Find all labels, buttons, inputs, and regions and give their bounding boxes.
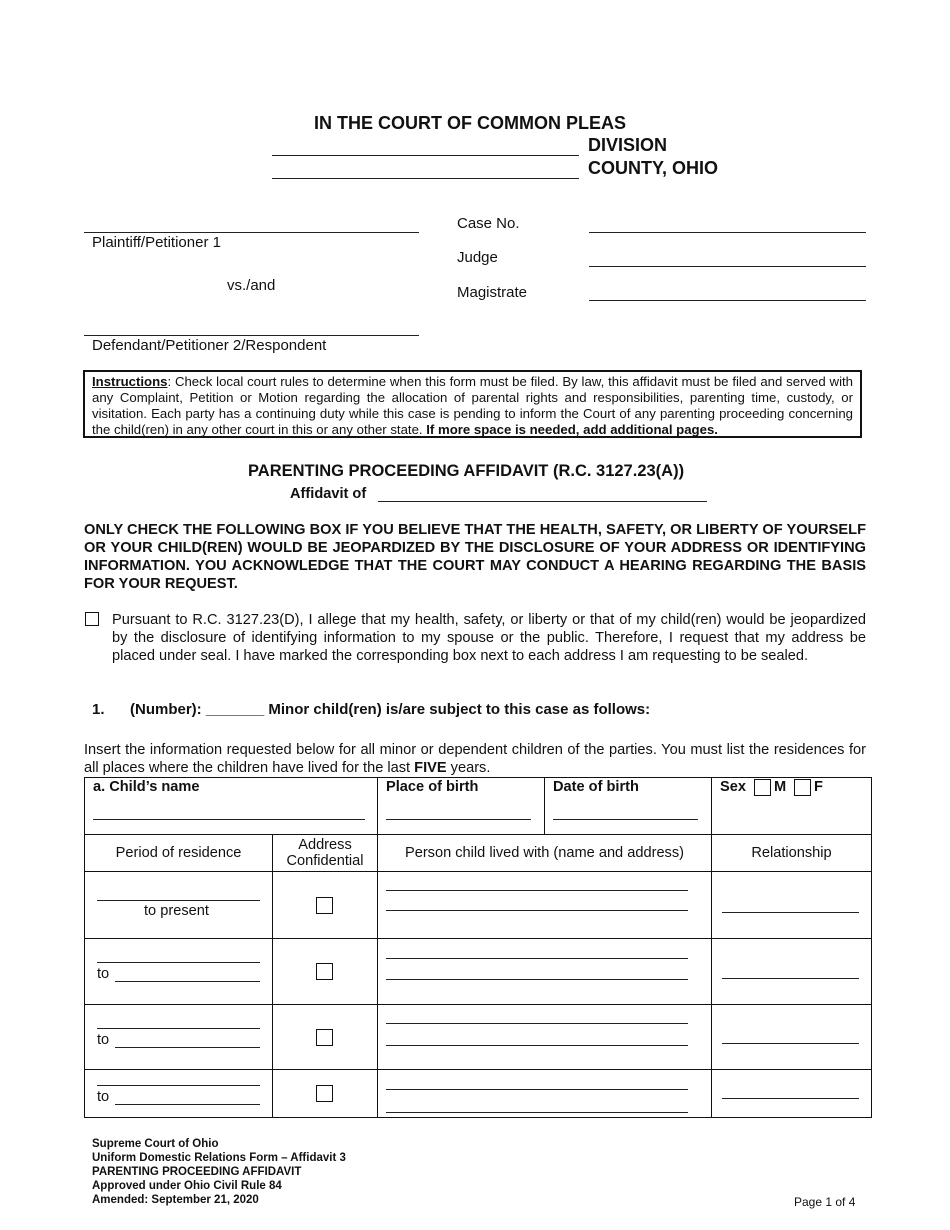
item1 xyxy=(92,701,650,718)
child-info-row xyxy=(85,778,872,835)
residence-header-row xyxy=(85,835,872,872)
plaintiff-field[interactable] xyxy=(84,232,419,233)
affidavit-of-field[interactable] xyxy=(378,501,707,502)
person-cell xyxy=(378,1070,712,1118)
defendant-field[interactable] xyxy=(84,335,419,336)
footer-line-2: Uniform Domestic Relations Form – Affidavit 3 xyxy=(92,1152,346,1164)
defendant-label: Defendant/Petitioner 2/Respondent xyxy=(92,337,327,354)
person-address-field[interactable] xyxy=(386,979,688,980)
instructions-text: : Check local court rules to determine when this form must be filed. By law, this affidavit must be filed and served with any Complaint, Petition or Motion regarding the allocation of parental rights and responsibilities, parenting time, custody, or visitation. Each party has a continuing duty while this case is pending to inform the Court of any parenting proceeding concerning the child(ren) in any other court in this or any other state. xyxy=(92,374,853,437)
child-name-field[interactable] xyxy=(93,819,365,820)
period-cell xyxy=(85,872,273,939)
sex-f-label: F xyxy=(814,779,823,795)
affidavit-title: PARENTING PROCEEDING AFFIDAVIT (R.C. 3127.23(A)) xyxy=(248,462,685,480)
child-name-cell xyxy=(85,778,378,835)
relationship-header: Relationship xyxy=(712,835,872,872)
relationship-cell xyxy=(712,1005,872,1070)
period-to-field[interactable] xyxy=(115,1104,260,1105)
period-from-field[interactable] xyxy=(97,1028,260,1029)
address-confidential-checkbox[interactable] xyxy=(316,897,333,914)
period-to-field[interactable] xyxy=(115,1047,260,1048)
date-of-birth-field[interactable] xyxy=(553,819,698,820)
to-present-label: to present xyxy=(144,903,209,919)
case-no-label: Case No. xyxy=(457,215,520,232)
magistrate-label: Magistrate xyxy=(457,284,528,301)
relationship-field[interactable] xyxy=(722,978,859,979)
instructions-box xyxy=(83,370,862,438)
person-address-field[interactable] xyxy=(386,910,688,911)
person-lived-with-header: Person child lived with (name and address) xyxy=(378,835,712,872)
to-label: to xyxy=(97,1089,110,1105)
residence-row xyxy=(85,872,872,939)
item1-text: (Number): _______ Minor child(ren) is/are subject to this case as follows: xyxy=(130,701,651,718)
person-name-field[interactable] xyxy=(386,1089,688,1090)
to-label: to xyxy=(97,966,110,982)
relationship-cell xyxy=(712,1070,872,1118)
instructions-heading: Instructions xyxy=(92,374,168,389)
sex-label: Sex xyxy=(720,779,746,795)
period-from-field[interactable] xyxy=(97,962,260,963)
person-cell xyxy=(378,939,712,1005)
residence-row xyxy=(85,939,872,1005)
footer-line-3: PARENTING PROCEEDING AFFIDAVIT xyxy=(92,1166,302,1178)
confidential-cell xyxy=(273,939,378,1005)
person-address-field[interactable] xyxy=(386,1112,688,1113)
seal-address-checkbox[interactable] xyxy=(85,612,99,626)
relationship-cell xyxy=(712,939,872,1005)
person-address-field[interactable] xyxy=(386,1045,688,1046)
period-from-field[interactable] xyxy=(97,1085,260,1086)
relationship-cell xyxy=(712,872,872,939)
instructions-bold-tail: If more space is needed, add additional pages. xyxy=(426,422,718,437)
insert-instructions xyxy=(84,741,866,777)
court-title: IN THE COURT OF COMMON PLEAS xyxy=(314,113,626,133)
insert-tail: years. xyxy=(446,760,491,776)
sex-m-label: M xyxy=(774,779,787,795)
period-from-field[interactable] xyxy=(97,900,260,901)
address-confidential-header: Address Confidential xyxy=(273,835,378,872)
date-of-birth-label: Date of birth xyxy=(553,779,639,795)
period-cell xyxy=(85,1005,273,1070)
address-confidential-checkbox[interactable] xyxy=(316,1085,333,1102)
person-name-field[interactable] xyxy=(386,958,688,959)
date-of-birth-cell xyxy=(545,778,712,835)
affidavit-of-label: Affidavit of xyxy=(290,486,367,502)
judge-field[interactable] xyxy=(589,266,866,267)
sex-cell xyxy=(712,778,872,835)
place-of-birth-label: Place of birth xyxy=(386,779,479,795)
residence-row xyxy=(85,1005,872,1070)
footer-line-5: Amended: September 21, 2020 xyxy=(92,1194,259,1206)
person-cell xyxy=(378,1005,712,1070)
pursuant-text: Pursuant to R.C. 3127.23(D), I allege that my health, safety, or liberty or that of my child(ren) would be jeopardized by the disclosure of identifying information to my spouse or the public. Therefore, I request that my address be placed under seal. I have marked the corresponding box next to each address I am requesting to be sealed. xyxy=(112,612,866,664)
address-confidential-checkbox[interactable] xyxy=(316,1029,333,1046)
plaintiff-label: Plaintiff/Petitioner 1 xyxy=(92,234,221,251)
vs-label: vs./and xyxy=(227,277,276,294)
item1-number: 1. xyxy=(92,701,105,718)
child-name-label: a. Child’s name xyxy=(93,779,200,795)
residence-row xyxy=(85,1070,872,1118)
address-confidential-checkbox[interactable] xyxy=(316,963,333,980)
division-field[interactable] xyxy=(272,155,579,156)
case-no-field[interactable] xyxy=(589,232,866,233)
children-residence-table xyxy=(84,777,872,1118)
period-to-field[interactable] xyxy=(115,981,260,982)
person-name-field[interactable] xyxy=(386,1023,688,1024)
to-label: to xyxy=(97,1032,110,1048)
place-of-birth-cell xyxy=(378,778,545,835)
sex-m-checkbox[interactable] xyxy=(754,779,771,796)
confidential-cell xyxy=(273,872,378,939)
place-of-birth-field[interactable] xyxy=(386,819,531,820)
page-number: Page 1 of 4 xyxy=(794,1195,856,1209)
confidential-cell xyxy=(273,1070,378,1118)
period-header: Period of residence xyxy=(85,835,273,872)
period-cell xyxy=(85,1070,273,1118)
county-label: COUNTY, OHIO xyxy=(588,158,719,178)
division-label: DIVISION xyxy=(588,135,668,155)
relationship-field[interactable] xyxy=(722,912,859,913)
warning-text: ONLY CHECK THE FOLLOWING BOX IF YOU BELIEVE THAT THE HEALTH, SAFETY, OR LIBERTY OF YOURSELF OR YOUR CHILD(REN) WOULD BE JEOPARDIZED BY THE DISCLOSURE OF YOUR ADDRESS OR IDENTIFYING INFORMATION. YOU ACKNOWLEDGE THAT THE COURT MAY CONDUCT A HEARING REGARDING THE BASIS FOR YOUR REQUEST. xyxy=(84,522,866,592)
person-name-field[interactable] xyxy=(386,890,688,891)
sex-f-checkbox[interactable] xyxy=(794,779,811,796)
confidential-cell xyxy=(273,1005,378,1070)
footer-line-1: Supreme Court of Ohio xyxy=(92,1138,219,1150)
magistrate-field[interactable] xyxy=(589,300,866,301)
relationship-field[interactable] xyxy=(722,1043,859,1044)
period-cell xyxy=(85,939,273,1005)
insert-five: FIVE xyxy=(414,760,447,776)
county-field[interactable] xyxy=(272,178,579,179)
relationship-field[interactable] xyxy=(722,1098,859,1099)
insert-text: Insert the information requested below for all minor or dependent children of the parties. You must list the residences for all places where the children have lived for the last xyxy=(84,742,866,776)
person-cell xyxy=(378,872,712,939)
judge-label: Judge xyxy=(457,249,498,266)
form-footer xyxy=(92,1137,346,1207)
footer-line-4: Approved under Ohio Civil Rule 84 xyxy=(92,1180,282,1192)
